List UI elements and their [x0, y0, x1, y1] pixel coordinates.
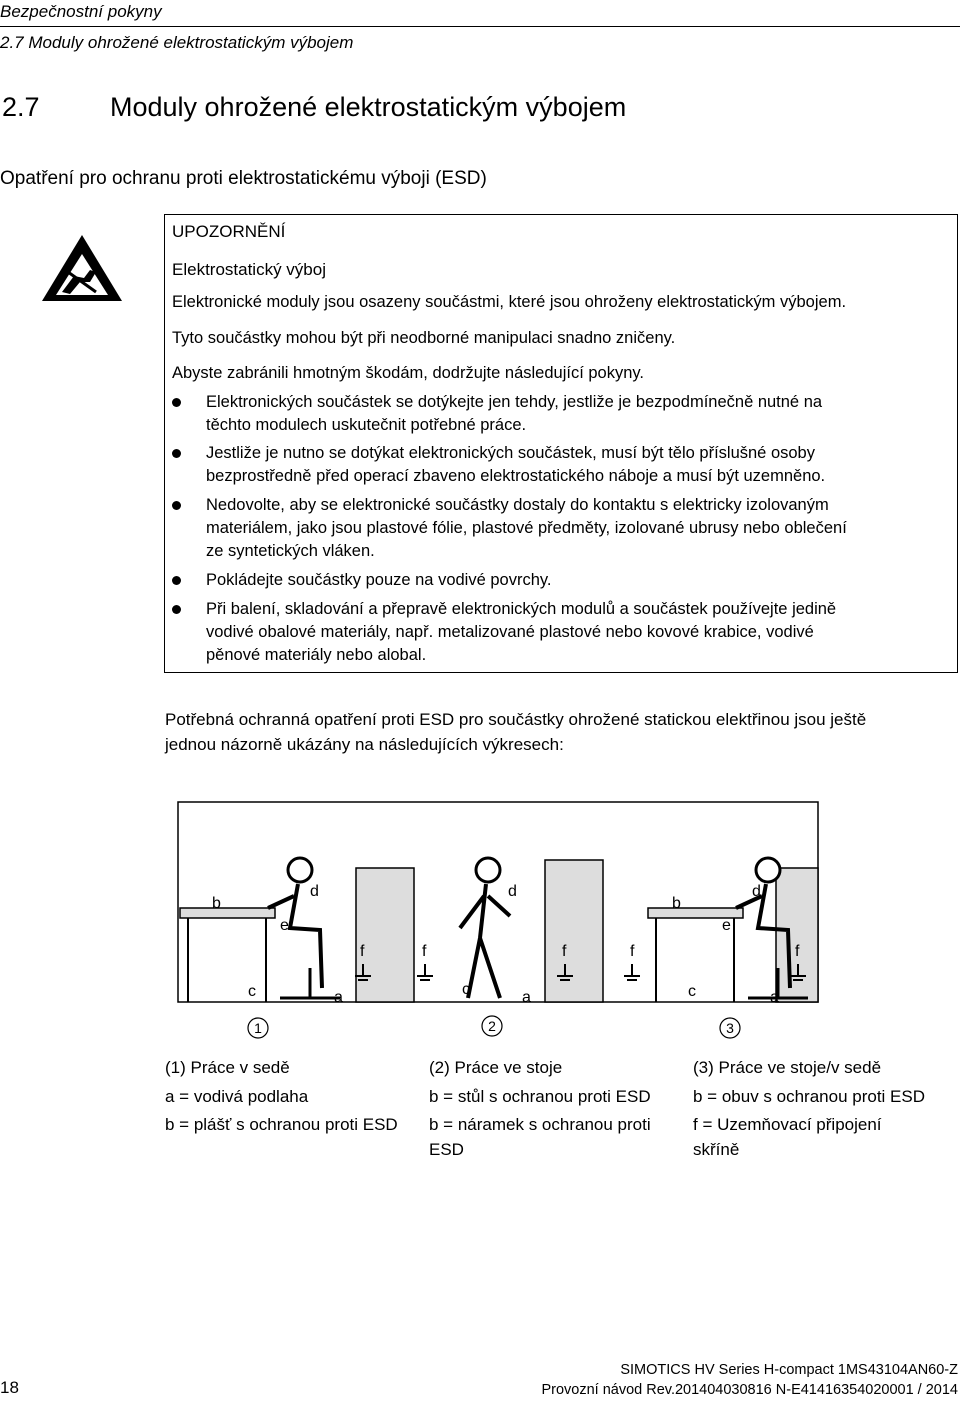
- footer-doc: Provozní návod Rev.201404030816 N-E41416354020001 / 2014: [541, 1382, 958, 1398]
- warning-line: Elektronické moduly jsou osazeny součástmi, které jsou ohroženy elektrostatickým výbojem.: [172, 293, 847, 311]
- bullet-item: [172, 598, 952, 664]
- bullet-icon: [172, 449, 181, 458]
- legend-cell: f = Uzemňovací připojení skříně: [693, 1115, 882, 1159]
- bullet-text: Jestliže je nutno se dotýkat elektronických součástek, musí být tělo příslušné osoby bezprostředně před operací zbaveno elektrostatického náboje a musí být uzemněno.: [206, 444, 826, 485]
- bullet-icon: [172, 576, 181, 585]
- warning-line: Abyste zabránili hmotným škodám, dodržujte následující pokyny.: [172, 364, 645, 382]
- bullet-item: [172, 391, 952, 434]
- figure-label-e: e: [280, 917, 289, 934]
- warning-line: Tyto součástky mohou být při neodborné manipulaci snadno zničeny.: [172, 329, 676, 347]
- legend-cell: (3) Práce ve stoje/v sedě: [693, 1058, 882, 1077]
- figure-number: 1: [254, 1020, 262, 1036]
- figure-label-c: c: [462, 981, 470, 998]
- figure-label-b: b: [212, 895, 221, 912]
- esd-workplace-figure: [170, 798, 960, 1048]
- header-rule: [0, 26, 960, 27]
- figure-number: 2: [488, 1018, 496, 1034]
- section-number: 2.7: [2, 92, 40, 122]
- bullet-text: Při balení, skladování a přepravě elektronických modulů a součástek používejte jedině vodivé obalové materiály, např. metalizované plastové nebo kovové krabice, vodivé pěnové materiály nebo alobal.: [206, 600, 837, 664]
- esd-warning-icon: [40, 232, 124, 304]
- figure-label-f: f: [795, 943, 800, 960]
- bullet-text: Nedovolte, aby se elektronické součástky dostaly do kontaktu s elektricky izolovaným materiálem, jako jsou plastové fólie, plastové předměty, izolované ubrusy nebo oblečení ze syntetických vláken.: [206, 496, 847, 560]
- bullet-item: [172, 442, 952, 485]
- legend-cell: b = stůl s ochranou proti ESD: [429, 1087, 651, 1106]
- figure-label-a: a: [770, 989, 779, 1006]
- legend-cell: a = vodivá podlaha: [165, 1087, 309, 1106]
- warning-box: [164, 214, 958, 673]
- footer-product: SIMOTICS HV Series H-compact 1MS43104AN60-Z: [620, 1362, 958, 1378]
- legend-cell: b = plášť s ochranou proti ESD: [165, 1115, 398, 1134]
- figure-label-d: d: [508, 883, 517, 900]
- figure-label-b: b: [672, 895, 681, 912]
- bullet-item: [172, 569, 952, 599]
- figure-label-a: a: [522, 989, 531, 1006]
- page-number: 18: [0, 1378, 19, 1397]
- header-chapter: Bezpečnostní pokyny: [0, 2, 162, 21]
- legend-cell: (1) Práce v sedě: [165, 1058, 290, 1077]
- intro-paragraph: Potřebná ochranná opatření proti ESD pro součástky ohrožené statickou elektřinou jsou ještě jednou názorně ukázány na následujících výkresech:: [165, 710, 867, 754]
- bullet-icon: [172, 605, 181, 614]
- warning-label: UPOZORNĚNÍ: [172, 222, 286, 241]
- figure-label-f: f: [562, 943, 567, 960]
- figure-label-f: f: [360, 943, 365, 960]
- warning-title: Elektrostatický výboj: [172, 260, 326, 279]
- bullet-text: Pokládejte součástky pouze na vodivé povrchy.: [206, 571, 552, 589]
- figure-label-f: f: [630, 943, 635, 960]
- bullet-icon: [172, 398, 181, 407]
- bullet-text: Elektronických součástek se dotýkejte jen tehdy, jestliže je bezpodmínečně nutné na těchto modulech uskutečnit potřebné práce.: [206, 393, 823, 434]
- header-section: 2.7 Moduly ohrožené elektrostatickým výbojem: [0, 33, 354, 52]
- legend-cell: b = náramek s ochranou proti ESD: [429, 1115, 651, 1159]
- subheading: Opatření pro ochranu proti elektrostatickému výboji (ESD): [0, 168, 487, 189]
- legend-cell: b = obuv s ochranou proti ESD: [693, 1087, 925, 1106]
- bullet-item: [172, 494, 952, 560]
- legend-cell: (2) Práce ve stoje: [429, 1058, 563, 1077]
- section-title: Moduly ohrožené elektrostatickým výbojem: [110, 92, 627, 122]
- figure-label-e: e: [722, 917, 731, 934]
- figure-number: 3: [726, 1020, 734, 1036]
- figure-label-c: c: [688, 983, 696, 1000]
- figure-label-f: f: [422, 943, 427, 960]
- bullet-icon: [172, 501, 181, 510]
- figure-label-a: a: [334, 989, 343, 1006]
- figure-label-d: d: [310, 883, 319, 900]
- figure-label-c: c: [248, 983, 256, 1000]
- figure-label-d: d: [752, 883, 761, 900]
